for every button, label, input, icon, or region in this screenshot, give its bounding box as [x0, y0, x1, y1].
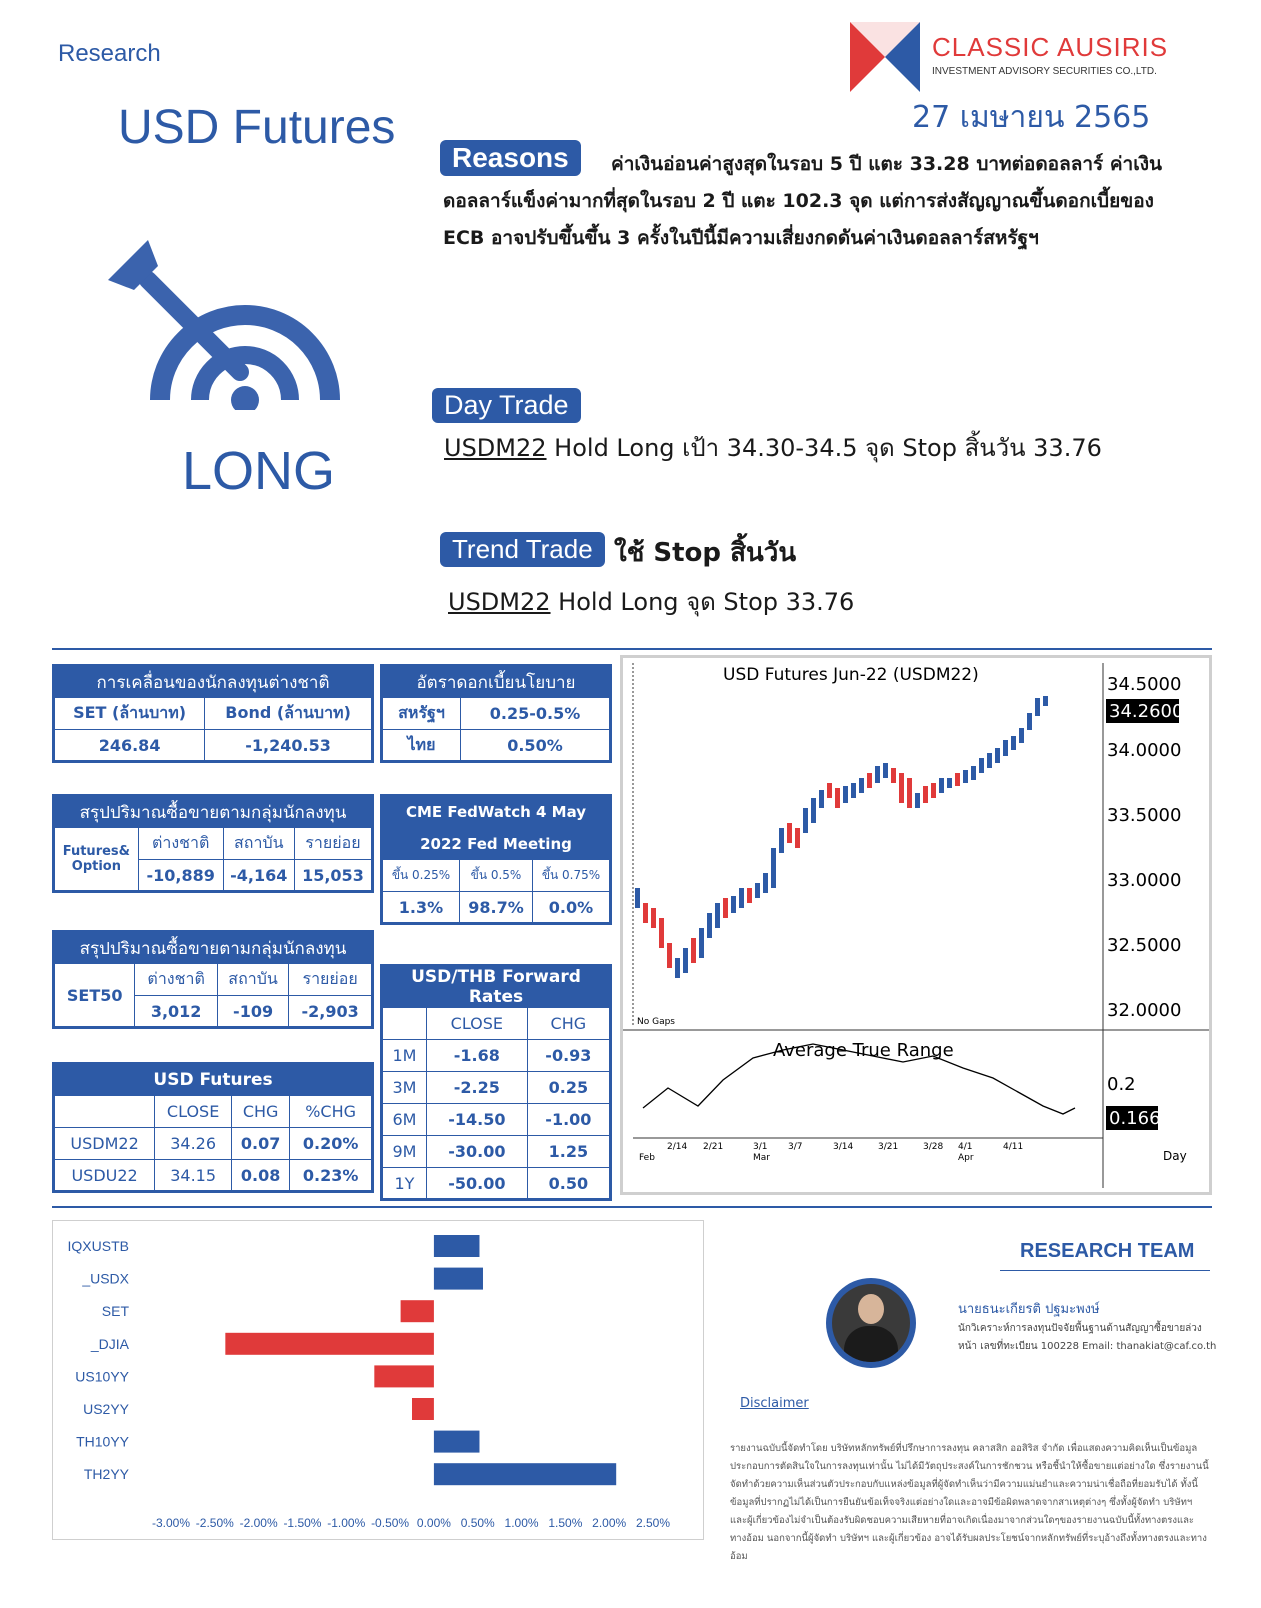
candle: [843, 786, 848, 803]
candle: [675, 958, 680, 978]
x-axis-ticks: [639, 1142, 1023, 1163]
candle: [811, 798, 816, 823]
svg-text:4/11: 4/11: [1003, 1142, 1024, 1152]
candle: [787, 823, 792, 843]
col-head: รายย่อย: [294, 828, 372, 860]
trend-trade-line: [448, 582, 854, 621]
logo-mark-icon: [850, 22, 920, 92]
candle: [899, 773, 904, 803]
futures-close: 34.15: [155, 1160, 232, 1192]
bar-category-label: _DJIA: [90, 1335, 129, 1352]
forward-chg: -0.93: [527, 1040, 610, 1072]
bar-category-label: US2YY: [83, 1401, 129, 1417]
x-tick-label: -0.50%: [371, 1516, 410, 1530]
fedwatch-col: ขึ้น 0.5%: [459, 860, 532, 892]
svg-text:3/1: 3/1: [753, 1142, 768, 1152]
col-head: CHG: [527, 1008, 610, 1040]
candle: [659, 918, 664, 948]
policy-value: 0.50%: [460, 730, 610, 762]
svg-text:2/21: 2/21: [703, 1142, 724, 1152]
bar-category-label: _USDX: [82, 1270, 129, 1287]
candle: [651, 908, 656, 928]
futures-flow-rowlabel: Futures& Option: [54, 828, 139, 892]
candle: [723, 898, 728, 918]
x-unit: Day: [1163, 1149, 1187, 1163]
forward-chg: 1.25: [527, 1136, 610, 1168]
candle: [1011, 736, 1016, 750]
candle: [643, 903, 648, 923]
research-team-heading: RESEARCH TEAM: [1020, 1240, 1195, 1262]
foreign-flow-val2: -1,240.53: [205, 730, 373, 762]
analyst-info: นักวิเคราะห์การลงทุนปัจจัยพื้นฐานด้านสัญญาซื้อขายล่วงหน้า เลขที่ทะเบียน 100228 Email: thanakiat@caf.co.th: [958, 1323, 1217, 1352]
futures-flow-value: 15,053: [294, 860, 372, 892]
candle: [835, 788, 840, 808]
forward-close: -2.25: [426, 1072, 527, 1104]
fedwatch-title2: 2022 Fed Meeting: [382, 828, 611, 860]
candle: [699, 928, 704, 958]
foreign-flow-title: การเคลื่อนของนักลงทุนต่างชาติ: [54, 666, 373, 698]
forward-title: USD/THB Forward Rates: [382, 966, 611, 1008]
candle: [867, 773, 872, 788]
candle: [907, 778, 912, 808]
trend-trade-suffix: ใช้ Stop สิ้นวัน: [614, 538, 797, 568]
candle: [755, 883, 760, 898]
col-head: CHG: [232, 1096, 290, 1128]
y-tick: 33.5000: [1107, 805, 1182, 826]
svg-text:Apr: Apr: [958, 1153, 974, 1163]
candle: [739, 888, 744, 908]
tenor: 1M: [382, 1040, 427, 1072]
x-tick-label: 1.50%: [548, 1516, 583, 1530]
day-trade-symbol: USDM22: [444, 434, 547, 462]
price-chart-svg: [623, 658, 1209, 1192]
price-chart-title: USD Futures Jun-22 (USDM22): [723, 665, 979, 685]
section-label: Research: [58, 40, 161, 67]
fedwatch-value: 0.0%: [532, 892, 610, 924]
candle: [875, 766, 880, 783]
bar: [225, 1333, 434, 1355]
candle: [715, 903, 720, 928]
svg-text:Mar: Mar: [753, 1153, 770, 1163]
fedwatch-table: [380, 794, 612, 925]
bar: [401, 1300, 434, 1322]
atr-title: Average True Range: [773, 1040, 954, 1061]
trend-trade-symbol: USDM22: [448, 588, 551, 616]
team-underline: [1000, 1270, 1210, 1271]
page-title: USD Futures: [118, 101, 396, 154]
foreign-flow-col2: Bond (ล้านบาท): [205, 698, 373, 730]
x-tick-label: 1.00%: [504, 1516, 539, 1530]
set50-label: SET50: [54, 964, 135, 1028]
candle: [779, 828, 784, 853]
forward-close: -14.50: [426, 1104, 527, 1136]
candle: [923, 786, 928, 803]
bar: [434, 1463, 616, 1485]
candle: [803, 808, 808, 833]
target-icon: [108, 240, 358, 410]
candle: [1019, 728, 1024, 743]
atr-last-label: 0.166: [1109, 1108, 1161, 1129]
x-tick-label: 2.00%: [592, 1516, 627, 1530]
set50-flow-title: สรุปปริมาณซื้อขายตามกลุ่มนักลงทุน: [54, 932, 373, 964]
bar-category-label: IQXUSTB: [67, 1238, 129, 1254]
usd-futures-table: [52, 1062, 374, 1193]
candle: [1027, 713, 1032, 730]
avatar: [826, 1278, 916, 1368]
logo-subtitle: INVESTMENT ADVISORY SECURITIES CO.,LTD.: [932, 66, 1157, 77]
x-tick-label: -3.00%: [151, 1516, 191, 1530]
candle: [691, 938, 696, 963]
no-gaps-label: No Gaps: [637, 1017, 675, 1027]
foreign-flow-table: [52, 664, 374, 763]
y-tick: 33.0000: [1107, 870, 1182, 891]
x-tick-label: -2.00%: [239, 1516, 278, 1530]
candle: [979, 758, 984, 773]
forward-close: -50.00: [426, 1168, 527, 1200]
candle: [667, 943, 672, 968]
forward-rates-table: [380, 964, 612, 1201]
policy-rate-table: [380, 664, 612, 763]
logo-name: CLASSIC AUSIRIS: [932, 32, 1169, 62]
fedwatch-col: ขึ้น 0.75%: [532, 860, 610, 892]
futures-chg: 0.08: [232, 1160, 290, 1192]
svg-text:4/1: 4/1: [958, 1142, 973, 1152]
report-date: 27 เมษายน 2565: [912, 100, 1151, 135]
futures-pct: 0.20%: [290, 1128, 373, 1160]
market-bar-chart: [52, 1220, 704, 1540]
y-tick: 32.5000: [1107, 935, 1182, 956]
candle: [883, 763, 888, 778]
atr-tick: 0.2: [1107, 1074, 1136, 1095]
candle: [1035, 698, 1040, 716]
usd-futures-title: USD Futures: [54, 1064, 373, 1096]
candle: [915, 793, 920, 808]
day-trade-line: [444, 428, 1102, 467]
candle: [707, 913, 712, 938]
candle: [763, 873, 768, 893]
futures-symbol: USDU22: [54, 1160, 155, 1192]
futures-pct: 0.23%: [290, 1160, 373, 1192]
tenor: 3M: [382, 1072, 427, 1104]
foreign-flow-col1: SET (ล้านบาท): [54, 698, 205, 730]
last-price-label: 34.2600: [1109, 701, 1184, 722]
col-head: %CHG: [290, 1096, 373, 1128]
candle: [795, 828, 800, 848]
candle: [931, 783, 936, 798]
forward-chg: -1.00: [527, 1104, 610, 1136]
futures-flow-title: สรุปปริมาณซื้อขายตามกลุ่มนักลงทุน: [54, 796, 373, 828]
fedwatch-title1: CME FedWatch 4 May: [382, 796, 611, 828]
y-tick: 34.5000: [1107, 674, 1182, 695]
candle: [963, 770, 968, 783]
candle: [827, 783, 832, 798]
col-head: ต่างชาติ: [135, 964, 218, 996]
col-head: CLOSE: [155, 1096, 232, 1128]
trend-trade-badge: Trend Trade: [440, 532, 605, 567]
bar: [434, 1431, 480, 1453]
candle: [995, 748, 1000, 763]
candle: [947, 778, 952, 788]
futures-flow-value: -4,164: [223, 860, 294, 892]
x-tick-label: 0.50%: [460, 1516, 495, 1530]
position-label: LONG: [182, 441, 336, 501]
analyst-name: นายธนะเกียรติ ปฐมะพงษ์: [958, 1302, 1100, 1317]
candle: [1043, 696, 1048, 706]
policy-value: 0.25-0.5%: [460, 698, 610, 730]
col-head: สถาบัน: [217, 964, 288, 996]
svg-text:2/14: 2/14: [667, 1142, 688, 1152]
bar: [374, 1365, 434, 1387]
bar-category-label: SET: [101, 1303, 129, 1320]
candle: [635, 888, 640, 908]
set50-value: -109: [217, 996, 288, 1028]
trend-trade-text: Hold Long จุด Stop 33.76: [558, 588, 855, 616]
x-tick-label: -2.50%: [195, 1516, 234, 1530]
policy-country: ไทย: [382, 730, 461, 762]
col-head: รายย่อย: [289, 964, 373, 996]
candlesticks: [635, 696, 1048, 978]
bar: [412, 1398, 434, 1420]
candle: [971, 766, 976, 780]
foreign-flow-val1: 246.84: [54, 730, 205, 762]
forward-close: -30.00: [426, 1136, 527, 1168]
svg-text:3/28: 3/28: [923, 1142, 944, 1152]
candle: [747, 888, 752, 903]
forward-close: -1.68: [426, 1040, 527, 1072]
candle: [939, 778, 944, 793]
candle: [955, 773, 960, 786]
col-head: CLOSE: [426, 1008, 527, 1040]
x-tick-label: -1.50%: [283, 1516, 322, 1530]
futures-close: 34.26: [155, 1128, 232, 1160]
svg-text:3/14: 3/14: [833, 1142, 854, 1152]
candle: [771, 848, 776, 888]
price-chart: [620, 655, 1212, 1195]
reasons-badge: Reasons: [440, 140, 581, 176]
candle: [851, 783, 856, 798]
bar-category-label: TH10YY: [76, 1433, 129, 1450]
col-head: ต่างชาติ: [138, 828, 223, 860]
policy-country: สหรัฐฯ: [382, 698, 461, 730]
x-tick-label: 0.00%: [416, 1516, 451, 1530]
col-head: สถาบัน: [223, 828, 294, 860]
svg-text:Feb: Feb: [639, 1153, 655, 1163]
forward-chg: 0.25: [527, 1072, 610, 1104]
tenor: 6M: [382, 1104, 427, 1136]
day-trade-text: Hold Long เป้า 34.30-34.5 จุด Stop สิ้นวัน 33.76: [554, 434, 1102, 462]
candle: [891, 768, 896, 783]
reasons-text: ค่าเงินอ่อนค่าสูงสุดในรอบ 5 ปี แตะ 33.28 บาทต่อดอลลาร์ ค่าเงินดอลลาร์แข็งค่ามากที่สุดในรอบ 2 ปี แตะ 102.3 จุด แต่การส่งสัญญาณขึ้นดอกเบี้ยของ ECB อาจปรับขึ้นขึ้น 3 ครั้งในปีนี้มีความเสี่ยงกดดันค่าเงินดอลลาร์สหรัฐฯ: [443, 153, 1162, 249]
svg-text:3/21: 3/21: [878, 1142, 899, 1152]
candle: [859, 778, 864, 793]
divider-top: [52, 648, 1212, 650]
fedwatch-value: 98.7%: [459, 892, 532, 924]
bar-category-label: TH2YY: [83, 1466, 129, 1483]
x-tick-label: 2.50%: [635, 1516, 671, 1530]
candle: [987, 753, 992, 768]
fedwatch-value: 1.3%: [382, 892, 460, 924]
fedwatch-col: ขึ้น 0.25%: [382, 860, 460, 892]
bar: [434, 1268, 483, 1290]
y-tick: 32.0000: [1107, 1000, 1182, 1021]
day-trade-badge: Day Trade: [432, 388, 581, 423]
disclaimer-text: รายงานฉบับนี้จัดทำโดย บริษัทหลักทรัพย์ที่ปรึกษาการลงทุน คลาสสิก ออสิริส จำกัด เพื่อแสดงความคิดเห็นเป็นข้อมูลประกอบการตัดสินใจในการลงทุนเท่านั้น ไม่ได้มีวัตถุประสงค์ในการชักชวน หรือชี้นำให้ซื้อขายแต่อย่างใด ซึ่งรายงานนี้จัดทำด้วยความเห็นส่วนตัวประกอบกับแหล่งข้อมูลที่ผู้จัดทำเห็นว่ามีความแม่นยำและความน่าเชื่อถือที่ยอมรับได้ ทั้งนี้ข้อมูลที่ปรากฏไม่ได้เป็นการยืนยันข้อเท็จจริงแต่อย่างใดและอาจมีข้อผิดพลาดจากสาเหตุต่างๆ ซึ่งทั้งผู้จัดทำ บริษัทฯ และผู้เกี่ยวข้องไม่จำเป็นต้องรับผิดชอบความเสียหายที่อาจเกิดเนื่องมาจากส่วนใดๆของรายงานฉบับนี้ทั้งทางตรงและทางอ้อม นอกจากนี้ผู้จัดทำ บริษัทฯ และผู้เกี่ยวข้อง อาจได้รับผลประโยชน์จากหลักทรัพย์ที่ระบุอ้างถึงทั้งทางตรงและทางอ้อม: [730, 1443, 1209, 1562]
futures-symbol: USDM22: [54, 1128, 155, 1160]
set50-flow-table: [52, 930, 374, 1029]
bar-category-label: US10YY: [75, 1368, 129, 1385]
futures-chg: 0.07: [232, 1128, 290, 1160]
policy-rate-title: อัตราดอกเบี้ยนโยบาย: [382, 666, 611, 698]
set50-value: -2,903: [289, 996, 373, 1028]
candle: [819, 790, 824, 808]
tenor: 1Y: [382, 1168, 427, 1200]
x-tick-label: -1.00%: [327, 1516, 366, 1530]
tenor: 9M: [382, 1136, 427, 1168]
forward-chg: 0.50: [527, 1168, 610, 1200]
svg-text:3/7: 3/7: [788, 1142, 803, 1152]
divider-bottom: [52, 1206, 1212, 1208]
market-bar-svg: [53, 1221, 703, 1539]
futures-flow-value: -10,889: [138, 860, 223, 892]
candle: [1003, 740, 1008, 756]
futures-flow-table: [52, 794, 374, 893]
candle: [731, 896, 736, 913]
y-tick: 34.0000: [1107, 740, 1182, 761]
candle: [683, 948, 688, 973]
bar: [434, 1235, 480, 1257]
set50-value: 3,012: [135, 996, 218, 1028]
disclaimer-link[interactable]: Disclaimer: [740, 1396, 809, 1411]
